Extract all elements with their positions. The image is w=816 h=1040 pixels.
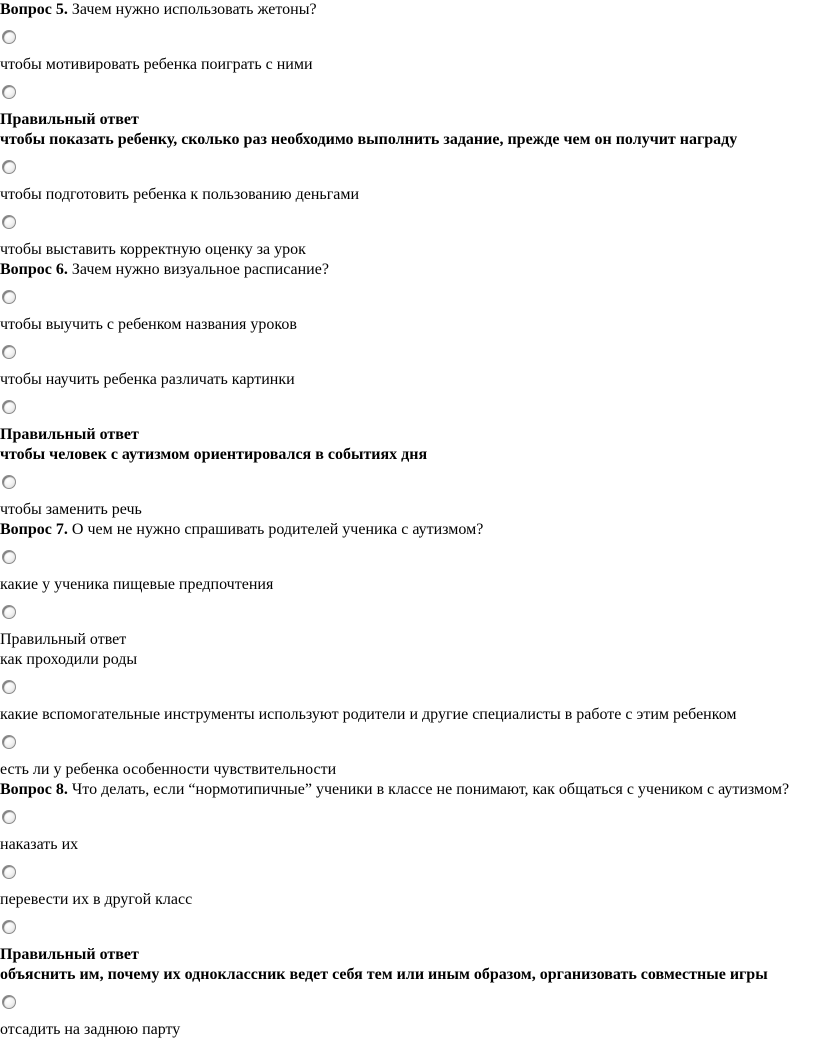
answer-option: чтобы подготовить ребенка к пользованию деньгами [0, 186, 360, 203]
radio-button[interactable] [2, 810, 16, 824]
radio-button[interactable] [2, 550, 16, 564]
question-number: Вопрос 5. [0, 1, 68, 18]
radio-button[interactable] [2, 680, 16, 694]
answer-option-correct: чтобы показать ребенку, сколько раз необходимо выполнить задание, прежде чем он получит награду [0, 131, 738, 148]
answer-option: чтобы выучить с ребенком названия уроков [0, 316, 297, 333]
question-number: Вопрос 6. [0, 261, 68, 278]
radio-button[interactable] [2, 475, 16, 489]
radio-button[interactable] [2, 735, 16, 749]
answer-option: чтобы научить ребенка различать картинки [0, 371, 295, 388]
question-text: Зачем нужно визуальное расписание? [67, 261, 329, 278]
radio-button[interactable] [2, 290, 16, 304]
correct-answer-label: Правильный ответ [0, 946, 139, 963]
radio-button[interactable] [2, 160, 16, 174]
answer-option: отсадить на заднюю парту [0, 1021, 181, 1038]
answer-option-correct: объяснить им, почему их одноклассник ведет себя тем или иным образом, организовать совместные игры [0, 966, 768, 983]
question-number: Вопрос 7. [0, 521, 68, 538]
answer-option: чтобы мотивировать ребенка поиграть с ними [0, 56, 313, 73]
radio-button[interactable] [2, 920, 16, 934]
correct-answer-label: Правильный ответ [0, 426, 139, 443]
question-text: О чем не нужно спрашивать родителей ученика с аутизмом? [67, 521, 484, 538]
answer-option: наказать их [0, 836, 79, 853]
question-number: Вопрос 8. [0, 781, 68, 798]
question-8 [0, 780, 816, 800]
radio-button[interactable] [2, 995, 16, 1009]
question-text: Что делать, если “нормотипичные” ученики в классе не понимают, как общаться с учеником с аутизмом? [67, 781, 790, 798]
question-text: Зачем нужно использовать жетоны? [67, 1, 317, 18]
radio-button[interactable] [2, 345, 16, 359]
answer-option: какие у ученика пищевые предпочтения [0, 576, 274, 593]
answer-option: чтобы выставить корректную оценку за урок [0, 241, 306, 258]
radio-button[interactable] [2, 400, 16, 414]
correct-answer-label: Правильный ответ [0, 631, 127, 648]
answer-option: перевести их в другой класс [0, 891, 193, 908]
answer-option-correct: как проходили роды [0, 651, 138, 668]
radio-button[interactable] [2, 85, 16, 99]
question-6 [0, 260, 816, 280]
answer-option: чтобы заменить речь [0, 501, 142, 518]
radio-button[interactable] [2, 605, 16, 619]
answer-option: какие вспомогательные инструменты используют родители и другие специалисты в работе с этим ребенком [0, 706, 737, 723]
answer-option-correct: чтобы человек с аутизмом ориентировался в событиях дня [0, 446, 428, 463]
radio-button[interactable] [2, 865, 16, 879]
question-5 [0, 0, 816, 20]
radio-button[interactable] [2, 215, 16, 229]
correct-answer-label: Правильный ответ [0, 111, 139, 128]
question-7 [0, 520, 816, 540]
answer-option: есть ли у ребенка особенности чувствительности [0, 761, 337, 778]
radio-button[interactable] [2, 30, 16, 44]
